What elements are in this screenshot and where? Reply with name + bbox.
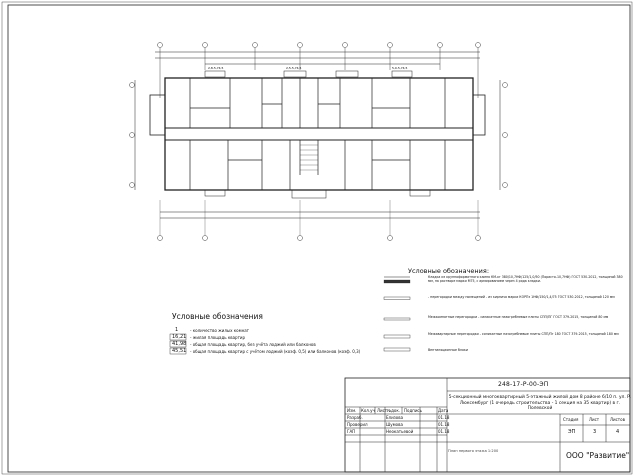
plan-dimension: 2,8-5,74,5: [208, 66, 224, 70]
plan-dimension: 5,0-5,74,5: [392, 66, 408, 70]
legend-left-text: - количество жилых комнат: [190, 328, 249, 333]
legend-left-num: 16,21: [172, 334, 187, 340]
tb-name: Елизова: [386, 415, 404, 420]
legend-left-num: 1: [175, 327, 179, 333]
tb-header: Лист: [377, 408, 388, 413]
stage-header: Листов: [610, 417, 625, 422]
plan-caption: План первого этажа 1:200: [448, 449, 499, 453]
legend-left-num: 41,98: [172, 341, 187, 347]
tb-header: Подпись: [404, 408, 422, 413]
tb-name: Неокатьевой: [386, 429, 414, 434]
sheet-total: 4: [616, 429, 620, 435]
document-code: 248-17-Р-00-ЭП: [498, 381, 549, 388]
stage-header: Лист: [589, 417, 600, 422]
tb-role: Разраб.: [347, 415, 363, 420]
legend-right-symbols: [384, 277, 410, 351]
legend-right-title: Условные обозначения:: [408, 267, 490, 275]
stage-value: ЭП: [568, 429, 576, 435]
legend-right-text: - перегородки между помещений - из кирпича марки КОРПз 1НФ/150/1,4/75 ГОСТ 530-2012, толщиной 120 мм: [428, 295, 615, 299]
tb-role: ГАП: [347, 429, 356, 434]
legend-left-text: - общая площадь квартир, без учёта лоджий или балконов: [190, 342, 316, 347]
legend-left-text: - общая площадь квартир с учётом лоджий (коэф. 0,5) или балконов (коэф. 0,3): [190, 349, 361, 354]
tb-role: Проверил: [347, 422, 368, 427]
tb-name: Шумова: [386, 422, 403, 427]
legend-left-title: Условные обозначения: [172, 312, 263, 321]
legend-left-num: 45,51: [172, 348, 187, 354]
project-description: 5-секционный многоквартирный 5-этажный жилой дом 8 районе 6/10 п. ул. Р. Люксембург (1 очередь строительства - 1 секция на 35 квартир) в г. Полевской: [448, 395, 632, 412]
plan-dimension: 2,5-5,74,5: [286, 66, 302, 70]
organization-name: ООО "Развитие": [566, 451, 630, 460]
tb-date: 01.18: [438, 429, 450, 434]
legend-right-text: Вентиляционные блоки: [428, 348, 468, 352]
tb-header: Дата: [438, 408, 449, 413]
tb-header: Изм.: [347, 408, 357, 413]
tb-header: №док.: [387, 408, 401, 413]
legend-right-text: Межквартирные перегородки - силикатные пазогребневые плиты СПП/Пг 180 ГОСТ 379-2015, толщиной 180 мм: [428, 332, 619, 336]
legend-left-text: - жилая площадь квартир: [190, 335, 246, 340]
floor-plan: [130, 43, 508, 241]
sheet-number: 3: [593, 429, 597, 435]
tb-date: 01.18: [438, 415, 450, 420]
legend-right-text: Кладка из крупноформатного камня КМ-кг 380/10,7НФ/125/1,0/50 (Пористо-10,7НФ) ГОСТ 530-2012, толщиной 380 мм, на растворе марки М75, с армированием через 4 ряда кладки.: [428, 275, 623, 283]
tb-header: Кол.уч: [361, 408, 375, 413]
tb-date: 01.18: [438, 422, 450, 427]
legend-right-text: Межкомнатные перегородки - силикатные пазогребневые плиты СПП/ПГ ГОСТ 379-2015, толщиной 80 мм: [428, 315, 609, 319]
stage-header: Стадия: [563, 417, 579, 422]
